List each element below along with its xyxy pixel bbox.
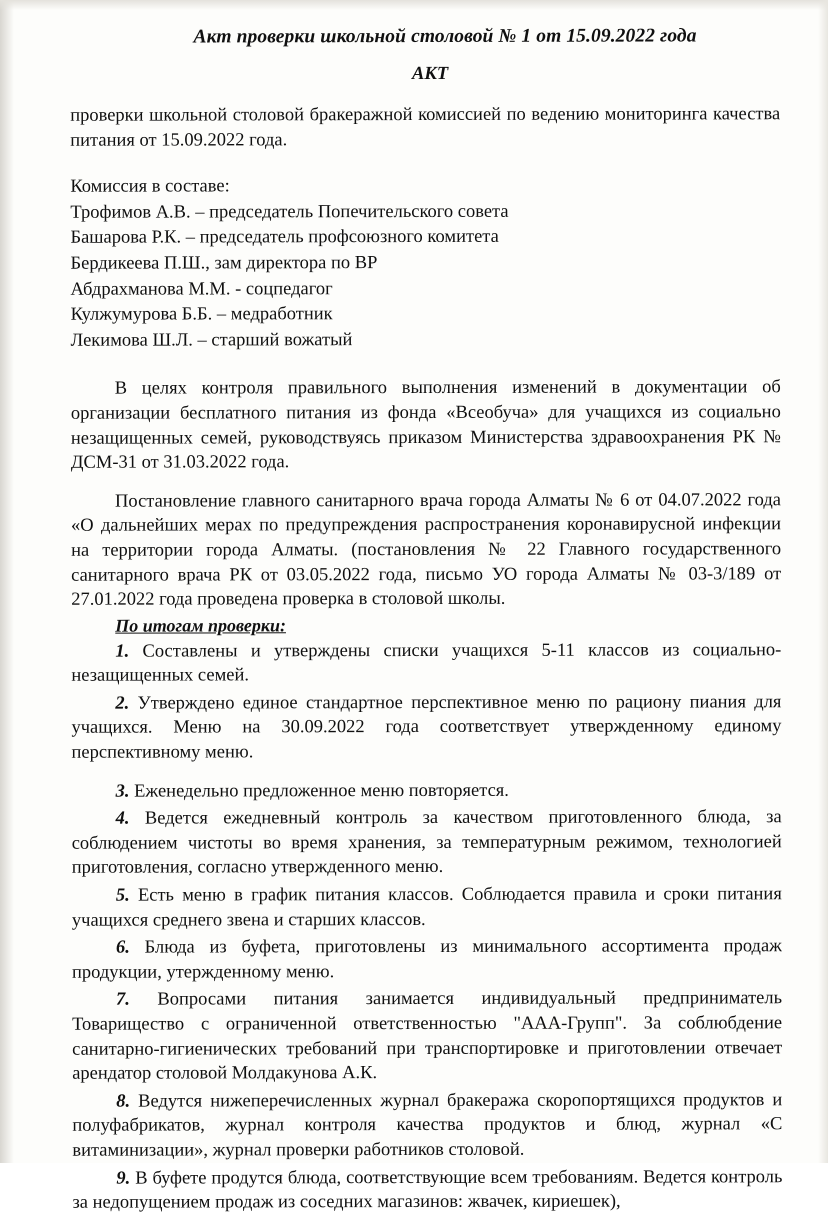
item-text: В буфете продутся блюда, соответствующие всем требованиям. Ведется контроль за недопущением продаж из соседних магазинов: жвачек, кириешек),	[72, 1166, 783, 1213]
item-text: Утверждено единое стандартное перспективное меню по рациону пиания для учащихся. Меню на 30.09.2022 года соответствует утвержденному единому перспективному меню.	[71, 692, 782, 763]
item-number: 2.	[115, 693, 130, 714]
list-item: Бердикеева П.Ш., зам директора по ВР	[70, 253, 378, 274]
commission-members	[70, 199, 780, 353]
list-item	[72, 1165, 782, 1215]
list-item: Трофимов А.В. – председатель Попечительского совета	[70, 201, 509, 223]
document-body	[70, 25, 782, 1215]
intro-paragraph: проверки школьной столовой бракеражной комиссией по ведению мониторинга качества питания от 15.09.2022 года.	[70, 104, 781, 151]
item-text: Блюда из буфета, приготовлены из минимального ассортимента продаж продукции, утержденному меню.	[71, 936, 782, 983]
commission-label: Комиссия в составе:	[70, 176, 230, 197]
list-item	[72, 987, 782, 1087]
list-item	[72, 882, 782, 933]
item-text: Ведутся нижеперечисленных журнал бракеража скоропортящихся продуктов и полуфабрикатов, журнал контроля качества продуктов и блюд, журнал «С витаминизации», журнал проверки работников столовой.	[72, 1089, 783, 1161]
item-number: 3.	[115, 781, 130, 802]
list-item	[71, 690, 781, 765]
scan-edge-right	[818, 0, 828, 1163]
list-item: Башарова Р.К. – председатель профсоюзного комитета	[70, 227, 499, 249]
scan-edge-top	[0, 0, 828, 10]
list-item: Лекимова Ш.Л. – старший вожатый	[70, 329, 353, 351]
item-number: 6.	[115, 937, 130, 958]
list-item	[71, 638, 781, 689]
scan-edge-left	[0, 0, 14, 1163]
list-item	[72, 778, 782, 804]
results-label: По итогам проверки:	[115, 614, 286, 636]
document-heading: АКТ	[411, 63, 449, 85]
list-item	[72, 1088, 782, 1163]
item-number: 1.	[115, 641, 130, 662]
item-text: Вопросами питания занимается индивидуальный предприниматель Товарищество с ограниченной ответственностью "ААА-Групп". За соблюбдение санитарно-гигиенических требований при транспортировке и приготовлении отвечает арендатор столовой Молдакунова А.К.	[72, 988, 783, 1084]
item-number: 4.	[115, 808, 130, 829]
list-item: Кулжумурова Б.Б. – медработник	[70, 304, 333, 325]
item-number: 7.	[116, 989, 130, 1010]
item-number: 9.	[116, 1168, 131, 1189]
page-title: Акт проверки школьной столовой № 1 от 15.09.2022 года	[193, 25, 697, 48]
body-paragraph: Постановление главного санитарного врача города Алматы № 6 от 04.07.2022 года «О дальнейших мерах по предупреждения распространения коронавирусной инфекции на территории города Алматы. (постановления № 22 Главного государственного санитарного врача РК от 03.05.2022 года, письмо УО города Алматы № 03-3/189 от 27.01.2022 года проведена проверка в столовой школы.	[71, 489, 782, 610]
body-paragraph: В целях контроля правильного выполнения изменений в документации об организации бесплатного питания из фонда «Всеобуча» для учащихся из социально незащищенных семей, руководствуясь приказом Министерства здравоохранения РК № ДСМ-31 от 31.03.2022 года.	[70, 377, 781, 473]
item-text: Еженедельно предложенное меню повторяется.	[134, 780, 509, 802]
list-item	[72, 934, 782, 985]
item-text: Ведется ежедневный контроль за качеством приготовленного блюда, за соблюдением чистоты во время хранения, за температурным режимом, технологией приготовления, согласно утвержденного меню.	[71, 807, 782, 879]
item-text: Составлены и утверждены списки учащихся 5-11 классов из социально-незащищенных семей.	[71, 639, 782, 686]
item-number: 8.	[116, 1091, 131, 1112]
list-item: Абдрахманова М.М. - соцпедагог	[70, 278, 333, 300]
item-number: 5.	[115, 885, 130, 906]
item-text: Есть меню в график питания классов. Соблюдается правила и сроки питания учащихся среднего звена и старших классов.	[71, 884, 782, 931]
list-item	[72, 805, 782, 880]
